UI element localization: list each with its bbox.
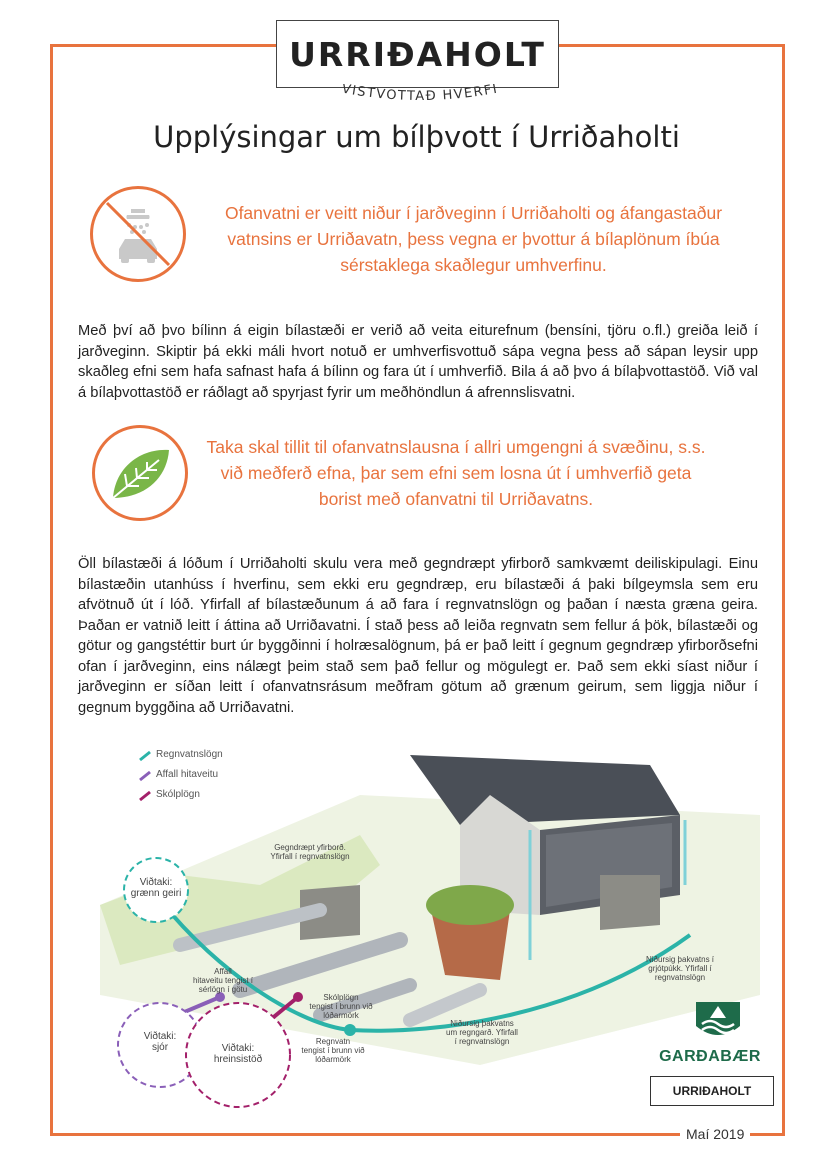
logo bbox=[276, 20, 559, 88]
legend-heating: Affall hitaveitu bbox=[156, 769, 219, 780]
label-rain-garden: Niðursig þakvatns um regngarð. Yfirfall í regnvatnslögn bbox=[446, 1019, 518, 1046]
receiver-treatment: Viðtaki: hreinsistöð bbox=[213, 1043, 263, 1065]
label-rain-connection: Regnvatn tengist í brunn við lóðarmörk bbox=[301, 1037, 365, 1064]
gardabaer-crest-icon bbox=[688, 1000, 748, 1044]
legend-rainwater: Regnvatnslögn bbox=[156, 749, 223, 760]
legend-sewer: Skólplögn bbox=[156, 789, 200, 800]
label-sewer: Skólplögn tengist í brunn við lóðarmörk bbox=[309, 993, 373, 1020]
receiver-green: Viðtaki: grænn geiri bbox=[130, 877, 182, 899]
page-title: Upplýsingar um bílþvott í Urriðaholti bbox=[153, 120, 680, 154]
section2-highlight: Taka skal tillit til ofanvatnslausna í allri umgengni á svæðinu, s.s. við meðferð efna, þar sem efni sem losna út í umhverfið geta borist með ofanvatni til Urriðavatns. bbox=[206, 437, 706, 509]
label-heating: Affall hitaveitu tengist í sérlögn í götu bbox=[192, 967, 254, 994]
logo-title: URRIÐAHOLT bbox=[289, 34, 546, 74]
date: Maí 2019 bbox=[680, 1126, 750, 1142]
leaf-icon bbox=[92, 425, 188, 521]
svg-text:VISTVOTTAÐ HVERFI: VISTVOTTAÐ HVERFI bbox=[340, 84, 500, 105]
section2-body: Öll bílastæði á lóðum í Urriðaholti skulu vera með gegndræpt yfirborð samkvæmt deiliskipulagi. Einu bílastæðin utanhúss í hverfinu, sem ekki eru gegndræp, eru bílastæði á þaki bílgeymsla sem eru afvötnuð út í lóð. Yfirfall af bílastæðunum á að fara í regnvatnslögn og þaðan í næsta græna geira. Þaðan er vatnið leitt í áttina að Urriðavatni. Í stað þess að leiða regnvatn sem fellur á þök, bílastæði og götur og gangstéttir burt úr byggðinni í holræsalögnum, þá er það leitt í gegnum gegndræp yfirborðsefni ofan í jarðveginn, eins nálægt þeim stað sem það fellur og mögulegt er. Það sem ekki síast niður í jarðveginn er síðan leitt í ofanvatnsrásum meðfram götum að grænum geirum, sem liggja niður í gegnum byggðina að Urriðavatni. bbox=[78, 556, 758, 716]
label-permeable: Gegndræpt yfirborð. Yfirfall í regnvatnslögn bbox=[270, 843, 350, 861]
district-label: URRIÐAHOLT bbox=[650, 1076, 774, 1106]
section1-body: Með því að þvo bílinn á eigin bílastæði er verið að veita eiturefnum (bensíni, tjöru o.fl.) greiða leið í jarðveginn. Skiptir þá ekki máli hvort notuð er umhverfisvottuð sápa vegna þess að sápan leysir upp skaðleg efni sem hafa safnast hafa á bílinn og fara út í umhverfið. Bila á að þvo á bílaþvottastöð. Við val á bílaþvottastöð er ráðlagt að spyrjast fyrir um meðhöndlun á afrennslisvatni. bbox=[78, 323, 758, 401]
logo-subtitle bbox=[320, 84, 520, 114]
receiver-sea: Viðtaki: sjór bbox=[143, 1031, 177, 1053]
stormwater-diagram bbox=[60, 735, 760, 1135]
no-car-wash-icon bbox=[90, 186, 186, 282]
label-gravel: Niðursig þakvatns í grjótpúkk. Yfirfall í regnvatnslögn bbox=[645, 955, 715, 982]
section1-highlight: Ofanvatni er veitt niður í jarðveginn í Urriðaholti og áfangastaður vatnsins er Urriðavatn, þess vegna er þvottur á bílaplönum íbúa sérstaklega skaðlegur umhverfinu. bbox=[224, 203, 723, 275]
municipality-name: GARÐABÆR bbox=[659, 1048, 761, 1065]
